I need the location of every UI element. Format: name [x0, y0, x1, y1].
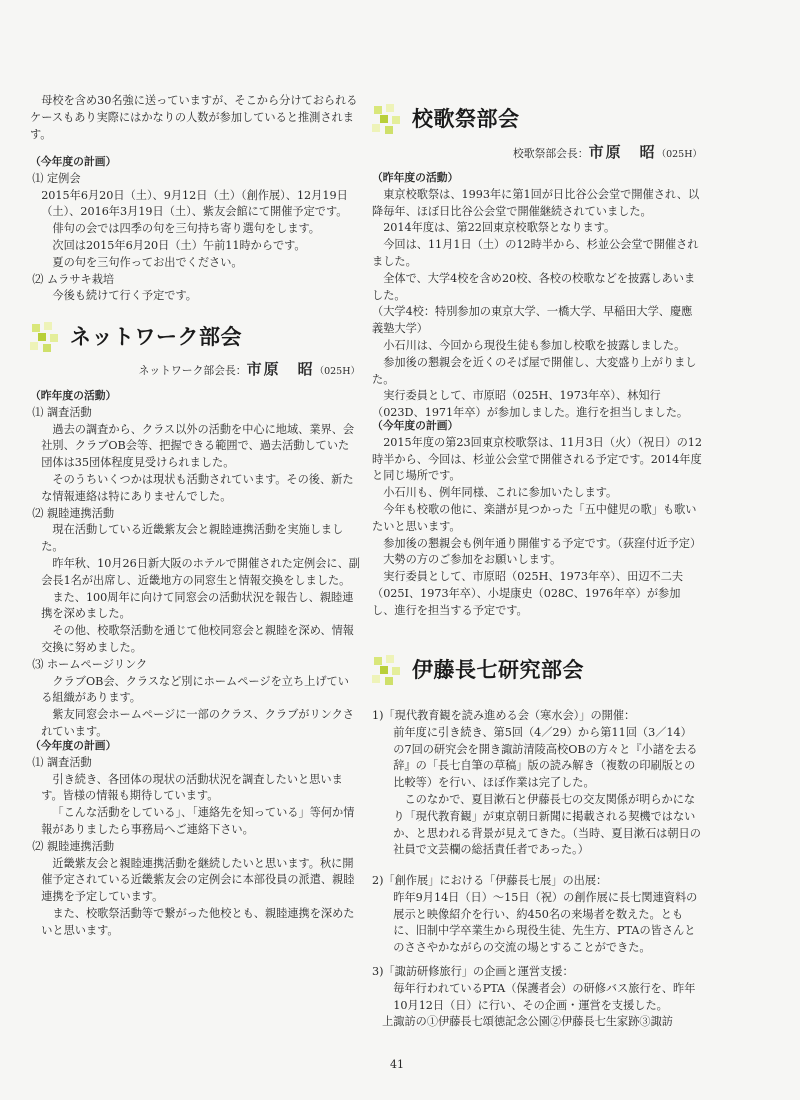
ito-item-para: 上諏訪の①伊藤長七頌徳記念公園②伊藤長七生家跡③諏訪 [382, 1015, 673, 1029]
haiku-plan-item-text: 次回は2015年6月20日（土）午前11時からです。 [52, 238, 306, 252]
chair-name: 市原 昭 [588, 143, 657, 161]
koukasai-past-heading: （昨年度の活動） [372, 171, 459, 184]
koukasai-plan [372, 418, 702, 620]
haiku-plan-item-text: 夏の句を三句作ってお出でください。 [52, 255, 243, 269]
network-plan-para: 「こんな活動をしている」、「連絡先を知っている」等何か情報がありましたら事務局へご連絡下さい。 [41, 806, 355, 836]
koukasai-plan-para: 今年も校歌の他に、楽譜が見つかった「五中健児の歌」も歌いたいと思います。 [372, 502, 697, 533]
haiku-plan-item-label: ⑴ 定例会 [32, 171, 81, 185]
network-past-label: ⑴ 調査活動 [32, 405, 92, 419]
network-past-heading: （昨年度の活動） [30, 389, 117, 402]
koukasai-past [372, 170, 702, 422]
koukasai-plan-para: 大勢の方のご参加をお願いします。 [383, 553, 562, 567]
ito-item-number: 2) [372, 874, 384, 887]
network-past-para: クラブOB会、クラスなど別にホームページを立ち上げている組織があります。 [41, 674, 349, 705]
ito-item-para: 毎年行われているPTA（保護者会）の研修バス旅行を、昨年10月12日（日）に行い、その企画・運営を支援した。 [393, 981, 696, 1012]
network-past-para: 過去の調査から、クラス以外の活動を中心に地域、業界、会社別、クラブOB会等、把握できる範囲で、過去活動していた団体は35団体程度見受けられました。 [41, 422, 355, 470]
network-plan-para: 引き続き、各団体の現状の活動状況を調査したいと思います。皆様の情報も期待しています。 [41, 772, 343, 803]
koukasai-past-para: 今回は、11月1日（土）の12時半から、杉並公会堂で開催されました。 [372, 238, 699, 268]
haiku-intro [30, 93, 360, 143]
network-past-para: 現在活動している近畿紫友会と親睦連携活動を実施しました。 [41, 523, 344, 554]
ito-item-head [372, 873, 702, 890]
section-decoration-icon [30, 322, 64, 352]
page-number: 41 [390, 1058, 404, 1071]
network-plan-para: 近畿紫友会と親睦連携活動を継続したいと思います。秋に開催予定されている近畿紫友会の定例会に本部役員の派遣、親睦連携を予定しています。 [41, 856, 355, 904]
network-plan [30, 738, 360, 940]
network-past-para: 紫友同窓会ホームページに一部のクラス、クラブがリンクされています。 [41, 708, 354, 738]
ito-item-para: 昨年9月14日（日）～15日（祝）の創作展に長七関連資料の展示と映像紹介を行い、約450名の来場者を数えた。ともに、旧制中学卒業生から現役生徒、先生方、PTAの皆さんとのささやかながらの交流の場とすることができた。 [393, 890, 698, 955]
haiku-plan-item-label: ⑵ ムラサキ栽培 [32, 272, 115, 286]
network-past-para: そのうちいくつかは現状も活動されています。その後、新たな情報連絡は特にありませんでした。 [41, 472, 354, 503]
chair-label: 校歌祭部会長： [512, 147, 589, 160]
ito-item-para: 前年度に引き続き、第5回（4／29）から第11回（3／14）の7回の研究会を開き諏訪清陵高校OBの方々と『小諸を去る辞』の「長七自筆の草稿」版の読み解き（複数の印刷版との比較等）を行い、ほぼ作業は完了した。 [393, 725, 698, 790]
koukasai-chair [513, 144, 702, 164]
koukasai-plan-para: 小石川も、例年同様、これに参加いたします。 [383, 486, 618, 500]
chair-label: ネットワーク部会長： [138, 364, 247, 377]
ito-item-head [372, 708, 702, 725]
chair-class: （025H） [656, 149, 702, 160]
koukasai-plan-para: 実行委員として、市原昭（025H、1973年卒）、田辺不二夫（025I、1973年卒）、小堤康史（028C、1976年卒）が参加し、進行を担当する予定です。 [372, 570, 684, 617]
network-chair [139, 361, 360, 381]
koukasai-section-title: 校歌祭部会 [412, 106, 520, 131]
koukasai-past-para: 東京校歌祭は、1993年に第1回が日比谷公会堂で開催され、以降毎年、ほぼ日比谷公会堂で開催継続されていました。 [372, 187, 700, 218]
network-section-title: ネットワーク部会 [70, 324, 242, 349]
haiku-plan-item-text: 今後も続けて行く予定です。 [52, 289, 197, 303]
chair-class: （025H） [314, 366, 360, 377]
koukasai-plan-para: 参加後の懇親会も例年通り開催する予定です。（荻窪付近予定） [383, 536, 702, 550]
ito-item-title: 「現代教育観を読み進める会（寒水会）」の開催： [383, 709, 636, 722]
haiku-plan-heading: （今年度の計画） [30, 155, 117, 168]
network-past-para: また、100周年に向けて同窓会の活動状況を報告し、親睦連携を深めました。 [41, 590, 354, 621]
section-decoration-icon [372, 655, 406, 685]
koukasai-title-row [372, 104, 520, 134]
network-past-label: ⑵ 親睦連携活動 [32, 506, 115, 520]
network-plan-heading: （今年度の計画） [30, 739, 117, 752]
koukasai-past-para: 全体で、大学4校を含め20校、各校の校歌などを披露しあいました。 [372, 271, 696, 302]
koukasai-plan-heading: （今年度の計画） [372, 419, 459, 432]
koukasai-past-para: （大学4校：特別参加の東京大学、一橋大学、早稲田大学、慶應義塾大学） [372, 305, 693, 336]
ito-title-row [372, 655, 584, 685]
koukasai-past-para: 小石川は、今回から現役生徒も参加し校歌を披露しました。 [383, 338, 686, 352]
koukasai-plan-para: 2015年度の第23回東京校歌祭は、11月3日（火）（祝日）の12時半から、今回は、杉並公会堂で開催される予定です。2014年度と同じ場所です。 [372, 435, 703, 483]
network-past-label: ⑶ ホームページリンク [32, 657, 148, 671]
ito-item-title: 「創作展」における「伊藤長七展」の出展： [383, 874, 608, 887]
koukasai-past-para: 参加後の懇親会を近くのそば屋で開催し、大変盛り上がりました。 [372, 355, 697, 386]
ito-item-2 [372, 873, 702, 957]
ito-item-3 [372, 964, 702, 1031]
network-plan-label: ⑵ 親睦連携活動 [32, 839, 115, 853]
ito-item-head [372, 964, 702, 981]
ito-item-1 [372, 708, 702, 859]
haiku-plan-item-text: 2015年6月20日（土）、9月12日（土）（創作展）、12月19日（土）、2016年3月19日（土）、紫友会館にて開催予定です。 [41, 188, 348, 219]
ito-item-para: このなかで、夏目漱石と伊藤長七の交友関係が明らかになり「現代教育観」が東京朝日新聞に掲載される契機ではないか、と思われる背景が見えてきた。（当時、夏目漱石は朝日の社員で文芸欄の総括責任者であった。） [393, 792, 701, 857]
network-title-row [30, 322, 242, 352]
ito-item-number: 1) [372, 709, 384, 722]
network-plan-para: また、校歌祭活動等で繋がった他校とも、親睦連携を深めたいと思います。 [41, 906, 355, 937]
network-past [30, 388, 360, 741]
network-past-para: 昨年秋、10月26日新大阪のホテルで開催された定例会に、副会長1名が出席し、近畿地方の同窓生と情報交換をしました。 [41, 556, 360, 587]
koukasai-past-para: 実行委員として、市原昭（025H、1973年卒）、林知行（023D、1971年卒）が参加しました。進行を担当しました。 [372, 389, 689, 420]
network-plan-label: ⑴ 調査活動 [32, 755, 92, 769]
haiku-plan-item-text: 俳句の会では四季の句を三句持ち寄り選句をします。 [52, 222, 320, 236]
haiku-plan [30, 154, 360, 305]
haiku-intro-text: 母校を含め30名強に送っていますが、そこから分けておられるケースもあり実際にはかなりの人数が参加していると推測されます。 [30, 94, 358, 141]
network-past-para: その他、校歌祭活動を通じて他校同窓会と親睦を深め、情報交換に努めました。 [41, 624, 354, 654]
ito-item-title: 「諏訪研修旅行」の企画と運営支援： [383, 965, 574, 978]
koukasai-past-para: 2014年度は、第22回東京校歌祭となります。 [383, 221, 616, 235]
section-decoration-icon [372, 104, 406, 134]
ito-section-title: 伊藤長七研究部会 [412, 657, 584, 682]
chair-name: 市原 昭 [246, 360, 315, 378]
ito-item-number: 3) [372, 965, 384, 978]
